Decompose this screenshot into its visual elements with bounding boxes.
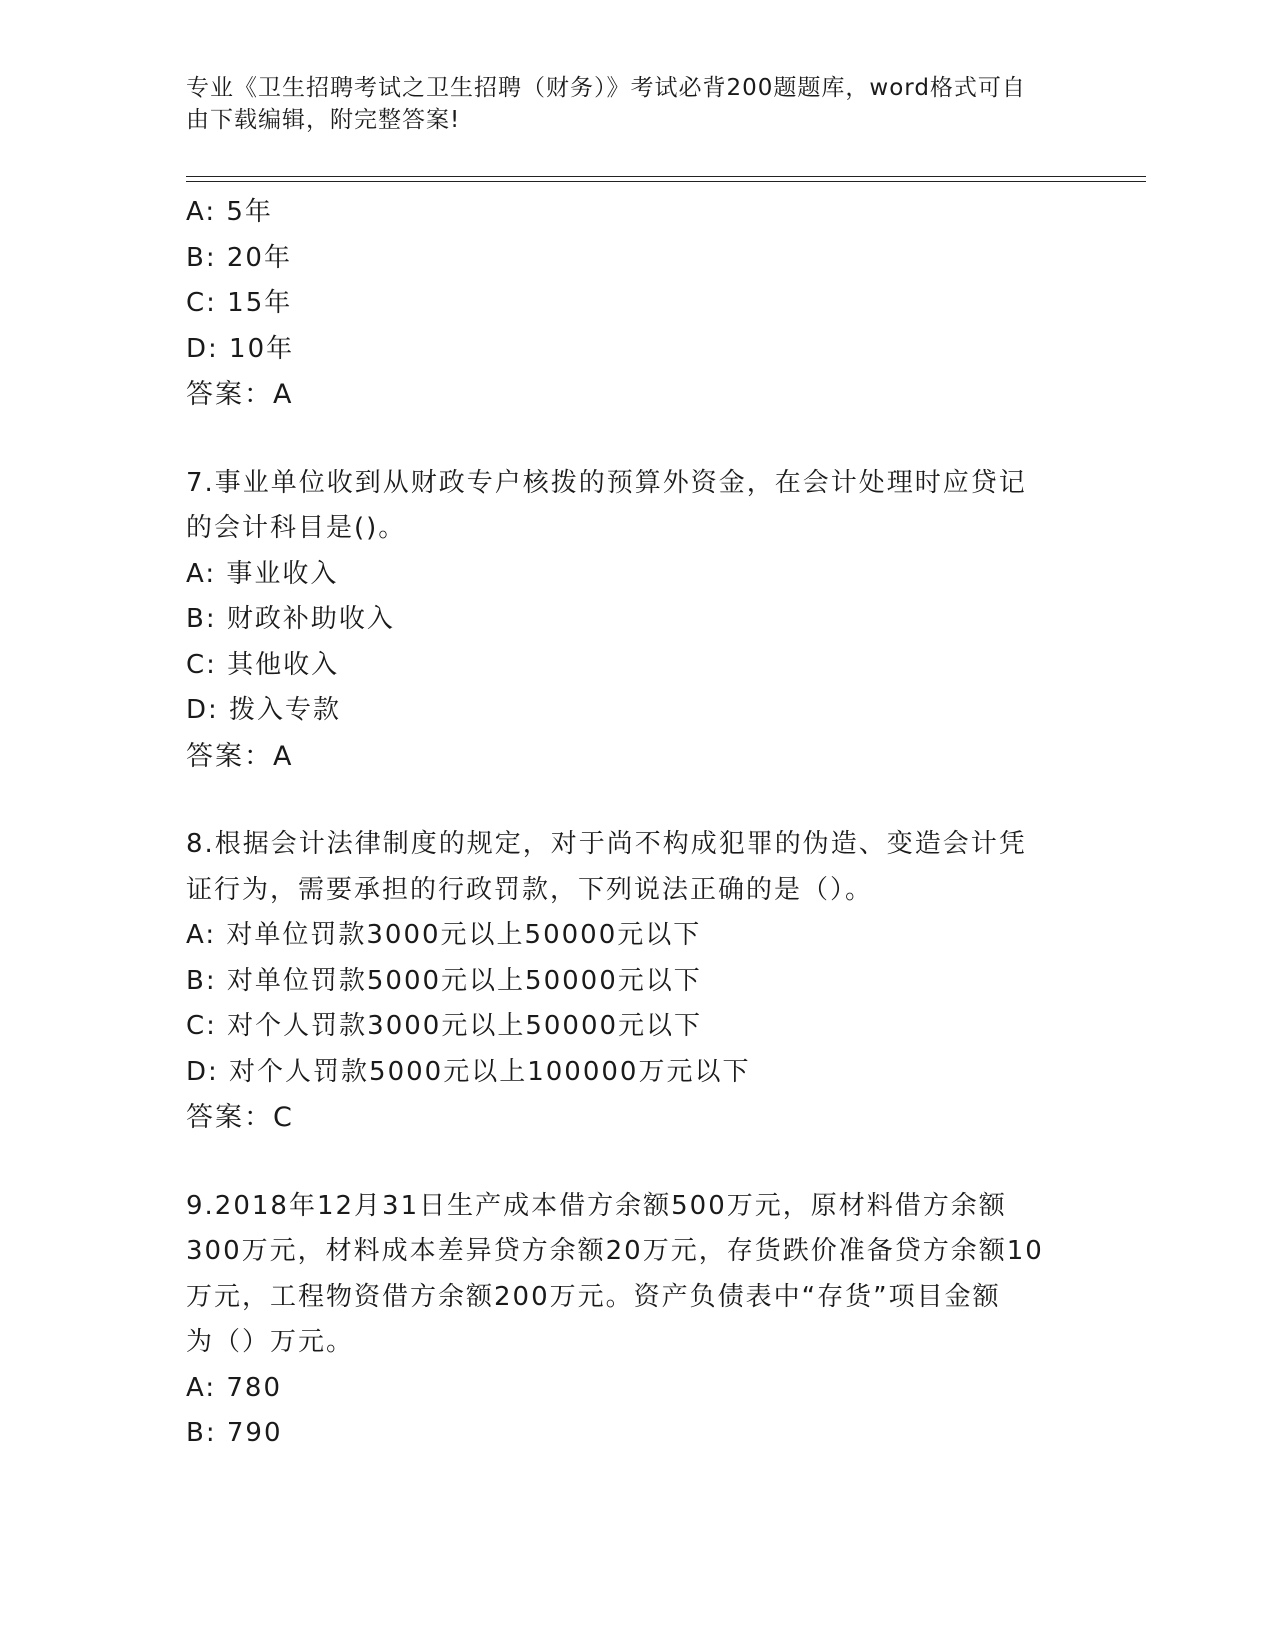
question-7 xyxy=(186,461,1086,780)
header-divider-bottom xyxy=(186,181,1146,182)
question-9 xyxy=(186,1184,1086,1457)
header-line-2: 由下载编辑，附完整答案! xyxy=(186,107,461,133)
option-c: C: 15年 xyxy=(186,288,293,318)
answer-label: 答案：A xyxy=(186,379,294,410)
option-a: A: 对单位罚款3000元以上50000元以下 xyxy=(186,920,702,950)
question-stem-line: 证行为，需要承担的行政罚款，下列说法正确的是（）。 xyxy=(186,874,874,905)
answer-label: 答案：A xyxy=(186,740,294,772)
question-stem-line: 为（）万元。 xyxy=(186,1327,355,1357)
document-header xyxy=(186,72,1066,136)
question-stem-line: 万元，工程物资借方余额200万元。资产负债表中“存货”项目金额 xyxy=(186,1281,1001,1312)
option-a: A: 780 xyxy=(186,1372,282,1403)
option-b: B: 财政补助收入 xyxy=(186,604,395,634)
question-6-options xyxy=(186,190,1086,418)
option-d: D: 对个人罚款5000元以上100000万元以下 xyxy=(186,1056,751,1087)
question-8 xyxy=(186,822,1086,1141)
option-a: A: 事业收入 xyxy=(186,558,339,589)
header-divider-top xyxy=(186,176,1146,177)
question-stem-line: 300万元，材料成本差异贷方余额20万元，存货跌价准备贷方余额10 xyxy=(186,1236,1044,1266)
question-stem-line: 9.2018年12月31日生产成本借方余额500万元，原材料借方余额 xyxy=(186,1190,1007,1221)
question-stem-line: 的会计科目是()。 xyxy=(186,513,407,543)
option-d: D: 拨入专款 xyxy=(186,695,342,725)
option-b: B: 790 xyxy=(186,1418,283,1448)
option-a: A: 5年 xyxy=(186,197,273,227)
option-c: C: 对个人罚款3000元以上50000元以下 xyxy=(186,1011,703,1041)
question-stem-line: 8.根据会计法律制度的规定，对于尚不构成犯罪的伪造、变造会计凭 xyxy=(186,829,1027,859)
header-line-1: 专业《卫生招聘考试之卫生招聘（财务）》考试必背200题题库，word格式可自 xyxy=(186,75,1026,101)
option-b: B: 对单位罚款5000元以上50000元以下 xyxy=(186,965,702,996)
question-stem-line: 7.事业单位收到从财政专户核拨的预算外资金，在会计处理时应贷记 xyxy=(186,467,1027,498)
option-c: C: 其他收入 xyxy=(186,649,340,680)
option-b: B: 20年 xyxy=(186,242,292,273)
option-d: D: 10年 xyxy=(186,333,295,364)
answer-label: 答案：C xyxy=(186,1102,294,1133)
question-content xyxy=(186,190,1086,1457)
